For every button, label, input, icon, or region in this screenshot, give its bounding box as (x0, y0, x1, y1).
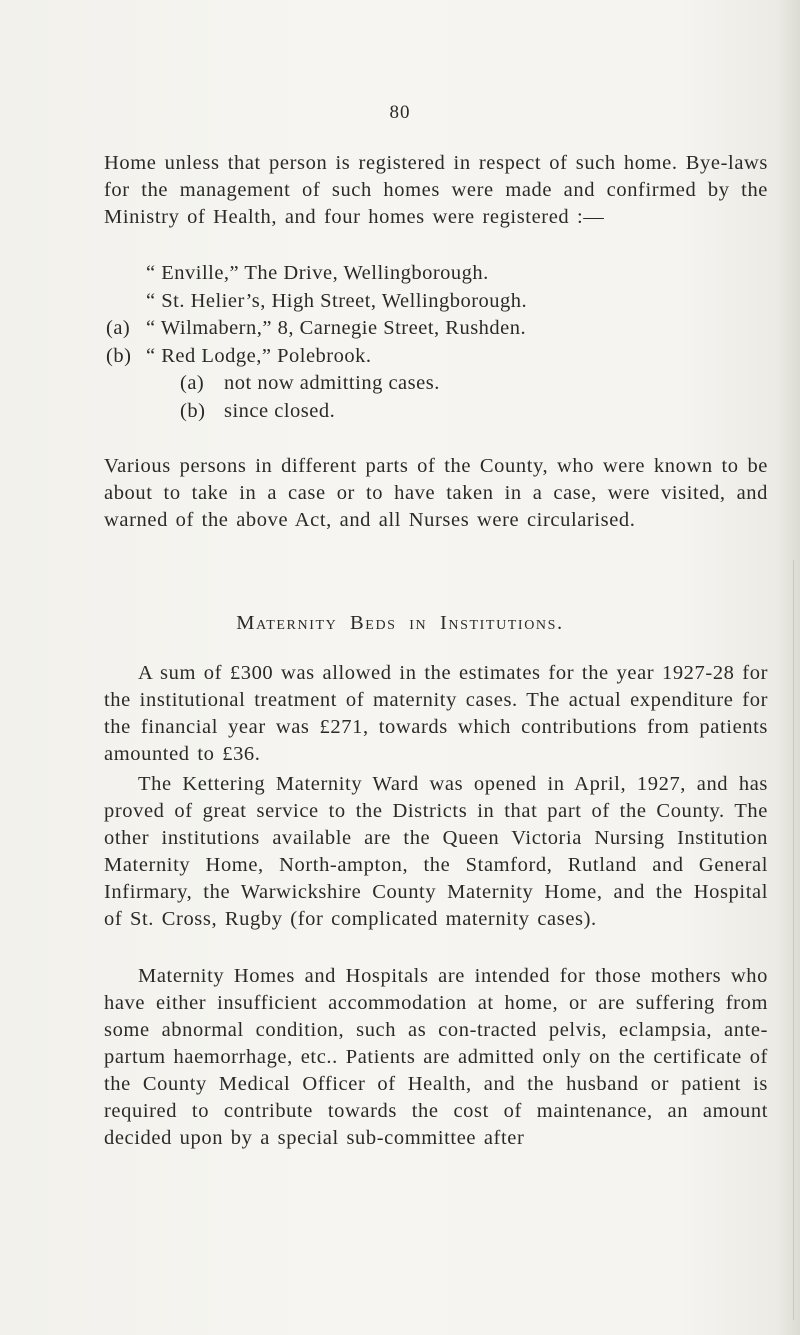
list-item (104, 260, 768, 288)
section-heading (0, 612, 800, 635)
heading-text: Maternity Beds in Institutions. (236, 612, 564, 634)
paragraph-kettering (104, 771, 768, 933)
note-key: (b) (180, 399, 206, 422)
paragraph-maternity-homes (104, 963, 768, 1152)
paragraph-registration (104, 150, 768, 231)
paragraph-text: Home unless that person is registered in respect of such home. Bye-laws for the management of such homes were made and confirmed by the Ministry of Health, and four homes were registered :— (104, 152, 768, 228)
page-edge-shadow (793, 560, 794, 1320)
paragraph-text: A sum of £300 was allowed in the estimates for the year 1927-28 for the institutional treatment of maternity cases. The actual expenditure for the financial year was £271, towards which contributions from patients amounted to £36. (104, 662, 768, 765)
list-item-text: “ Red Lodge,” Polebrook. (146, 344, 372, 367)
note-text: not now admitting cases. (224, 372, 440, 394)
list-item-text: “ St. Helier’s, High Street, Wellingborough. (146, 289, 528, 312)
paragraph-various-persons (104, 453, 768, 534)
paragraph-text: Maternity Homes and Hospitals are intended for those mothers who have either insufficient accommodation at home, or are suffering from some abnormal condition, such as con-tracted pelvis, eclampsia, ante-partum haemorrhage, etc.. Patients are admitted only on the certificate of the County Medical Officer of Health, and the husband or patient is required to contribute towards the cost of maintenance, an amount decided upon by a special sub-committee after (104, 965, 768, 1149)
list-item (104, 288, 768, 316)
paragraph-sum-allowed (104, 660, 768, 768)
list-item (104, 343, 768, 371)
note-key: (a) (180, 372, 205, 394)
page-number: 80 (389, 102, 411, 123)
note-text: since closed. (224, 399, 336, 422)
list-item (104, 315, 768, 343)
paragraph-text: Various persons in different parts of the County, who were known to be about to take in a case or to have taken in a case, were visited, and warned of the above Act, and all Nurses were circularised. (104, 455, 768, 531)
list-item-marker: (b) (106, 344, 132, 367)
list-item-marker: (a) (106, 317, 131, 339)
list-item-text: “ Enville,” The Drive, Wellingborough. (146, 262, 489, 284)
paragraph-text: The Kettering Maternity Ward was opened in April, 1927, and has proved of great service to the Districts in that part of the County. The other institutions available are the Queen Victoria Nursing Institution Maternity Home, North-ampton, the Stamford, Rutland and General Infirmary, the Warwickshire County Maternity Home, and the Hospital of St. Cross, Rugby (for complicated maternity cases). (104, 773, 768, 930)
list-item-text: “ Wilmabern,” 8, Carnegie Street, Rushden. (146, 317, 527, 339)
registered-homes-list (104, 260, 768, 370)
